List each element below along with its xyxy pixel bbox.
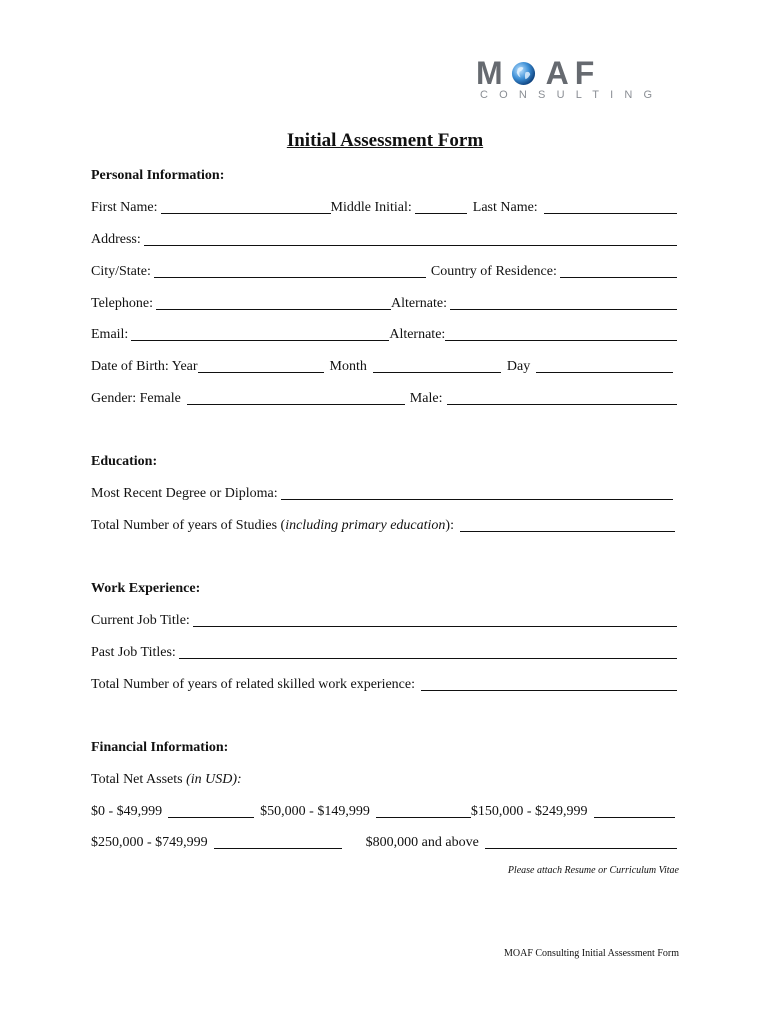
personal-heading: Personal Information: (91, 168, 225, 183)
asset-ranges-row-1 (91, 803, 679, 821)
net-assets-label-italic: (in USD): (186, 772, 242, 787)
last-name-label: Last Name: (472, 200, 538, 215)
work-heading: Work Experience: (91, 581, 201, 596)
first-name-field[interactable] (161, 199, 331, 214)
alternate-email-field[interactable] (445, 326, 677, 341)
financial-heading: Financial Information: (91, 740, 229, 755)
address-field[interactable] (144, 231, 677, 246)
gender-male-label: Male: (409, 391, 443, 406)
gender-female-field[interactable] (187, 390, 405, 405)
dob-day-label: Day (506, 359, 531, 374)
dob-month-label: Month (329, 359, 367, 374)
alternate-phone-field[interactable] (450, 295, 677, 310)
study-years-label (91, 517, 454, 535)
middle-initial-field[interactable] (415, 199, 467, 214)
current-job-label: Current Job Title: (91, 613, 190, 628)
dob-row (91, 358, 679, 376)
degree-row (91, 485, 679, 503)
attach-resume-note: Please attach Resume or Curriculum Vitae (507, 865, 679, 876)
dob-month-field[interactable] (373, 358, 501, 373)
current-job-field[interactable] (193, 612, 677, 627)
address-row (91, 231, 679, 249)
study-years-label-italic: including primary education (285, 518, 446, 533)
degree-label: Most Recent Degree or Diploma: (91, 486, 278, 501)
net-assets-row (91, 771, 679, 789)
past-jobs-field[interactable] (179, 644, 677, 659)
logo-subtitle: CONSULTING (480, 89, 664, 101)
study-years-label-prefix: Total Number of years of Studies ( (91, 518, 286, 533)
page-footer: MOAF Consulting Initial Assessment Form (503, 948, 679, 959)
city-row (91, 263, 679, 281)
email-row (91, 326, 679, 344)
range-150000-249999-label: $150,000 - $249,999 (470, 804, 588, 819)
work-years-row (91, 676, 679, 694)
past-jobs-row (91, 644, 679, 662)
country-label: Country of Residence: (430, 264, 557, 279)
dob-year-label: Date of Birth: Year (91, 359, 198, 374)
study-years-row (91, 517, 679, 535)
dob-day-field[interactable] (536, 358, 673, 373)
range-150000-249999-field[interactable] (594, 803, 675, 818)
degree-field[interactable] (281, 485, 673, 500)
alternate-phone-label: Alternate: (391, 296, 447, 311)
logo-letters-left: M (476, 55, 509, 91)
range-800000-above-field[interactable] (485, 834, 677, 849)
gender-female-label: Gender: Female (91, 391, 181, 406)
study-years-field[interactable] (460, 517, 675, 532)
middle-initial-label: Middle Initial: (330, 200, 412, 215)
range-50000-149999-label: $50,000 - $149,999 (260, 804, 370, 819)
email-label: Email: (91, 327, 129, 342)
globe-icon (511, 61, 536, 86)
current-job-row (91, 612, 679, 630)
range-0-49999-field[interactable] (168, 803, 254, 818)
range-0-49999-label: $0 - $49,999 (91, 804, 163, 819)
gender-male-field[interactable] (447, 390, 677, 405)
net-assets-label-prefix: Total Net Assets (91, 772, 183, 787)
last-name-field[interactable] (544, 199, 677, 214)
study-years-label-suffix: ): (445, 518, 454, 533)
range-800000-above-label: $800,000 and above (365, 835, 479, 850)
first-name-label: First Name: (91, 200, 158, 215)
net-assets-label (91, 771, 242, 789)
asset-ranges-row-2 (91, 834, 679, 852)
range-250000-749999-field[interactable] (214, 834, 342, 849)
gender-row (91, 390, 679, 408)
country-field[interactable] (560, 263, 677, 278)
address-label: Address: (91, 232, 141, 247)
work-years-field[interactable] (421, 676, 677, 691)
range-50000-149999-field[interactable] (376, 803, 471, 818)
logo-letters-right: AF (545, 55, 601, 91)
telephone-field[interactable] (156, 295, 391, 310)
telephone-label: Telephone: (91, 296, 153, 311)
range-250000-749999-label: $250,000 - $749,999 (91, 835, 208, 850)
telephone-row (91, 295, 679, 313)
email-field[interactable] (131, 326, 389, 341)
education-heading: Education: (91, 454, 158, 469)
company-logo (476, 55, 664, 104)
dob-year-field[interactable] (198, 358, 324, 373)
city-state-label: City/State: (91, 264, 151, 279)
city-state-field[interactable] (154, 263, 426, 278)
page-title: Initial Assessment Form (286, 130, 484, 151)
alternate-email-label: Alternate: (389, 327, 446, 342)
name-row (91, 199, 679, 217)
past-jobs-label: Past Job Titles: (91, 645, 176, 660)
work-years-label: Total Number of years of related skilled work experience: (91, 677, 416, 692)
